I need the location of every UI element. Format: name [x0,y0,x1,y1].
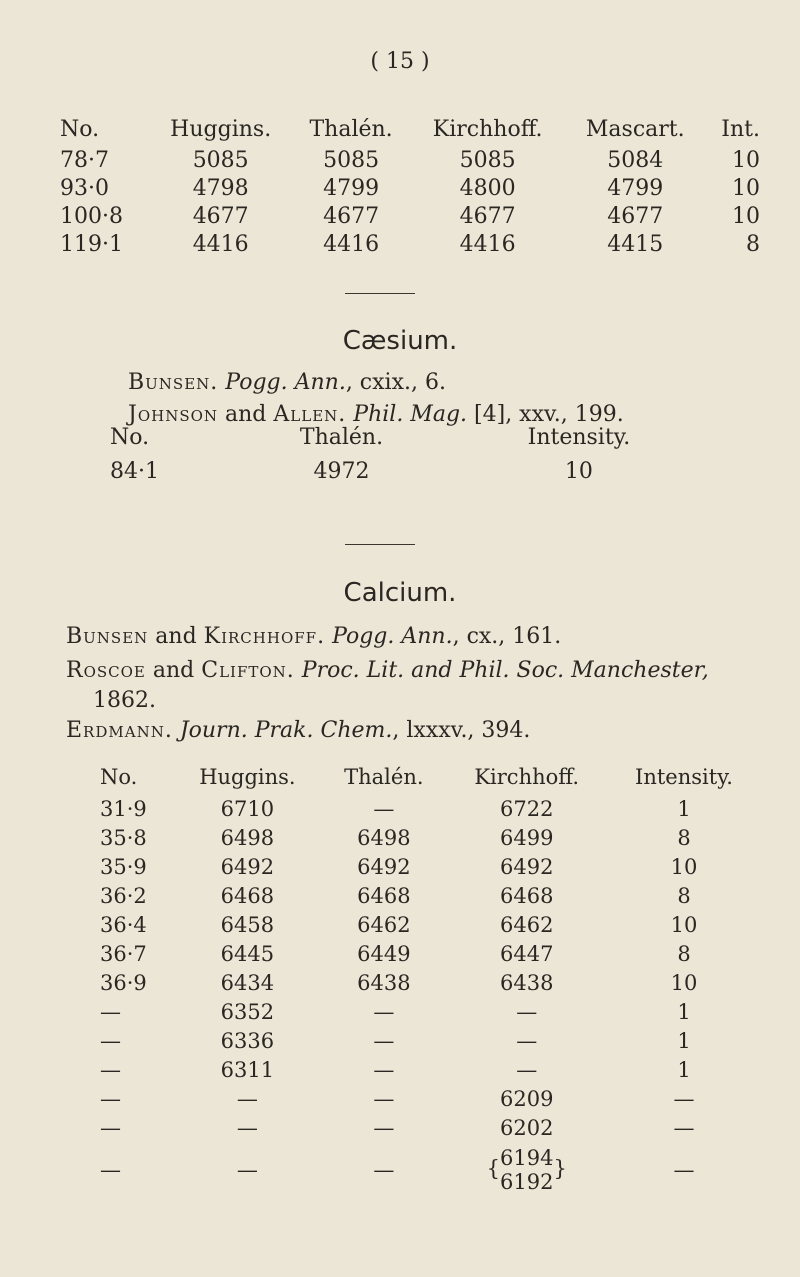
table-header-row [100,760,760,794]
ref-author: Roscoe [66,658,146,683]
table-cell: — [236,1158,258,1182]
table-row [100,881,760,910]
col-header: Thalén. [309,116,393,142]
table-cell: 6434 [220,970,275,995]
table-cell: 6462 [500,912,554,937]
table-row [60,230,760,258]
table-cell: 4799 [323,175,380,201]
table-cell: 5084 [607,147,664,173]
table-row [60,174,760,202]
table-cell: 1 [677,1028,691,1053]
table-cell: 4798 [192,175,249,201]
table-cell: 10 [670,970,698,995]
table-cell: — [100,1086,121,1111]
table-cell: — [100,1057,121,1082]
reference-line [66,658,709,683]
ref-source: Proc. Lit. and Phil. Soc. Manchester, [301,658,709,683]
table-cell: 36·9 [100,970,147,995]
table-cell: — [373,1115,395,1140]
col-header: Mascart. [585,116,685,142]
table-cell: 6498 [220,825,275,850]
table-cell: 6722 [500,796,554,821]
table-cell: — [373,796,395,821]
table-cell: — [373,1158,395,1182]
left-brace-icon: { [486,1156,500,1181]
table-row [60,146,760,174]
table-cell: 4416 [323,231,380,257]
bracket-value: 6194 [500,1146,554,1170]
table-caesium [110,420,710,488]
table-cell: 6352 [220,999,275,1024]
table-cell: 1 [677,999,691,1024]
table-cell: 4415 [607,231,664,257]
table-cell: — [516,999,538,1024]
table-cell: 5085 [192,147,249,173]
table-cell: — [673,1086,695,1111]
table-cell: 6445 [220,941,275,966]
bracket-value: 6192 [500,1170,554,1194]
table-cell: 6336 [220,1028,275,1053]
col-header: No. [110,424,150,450]
col-header: Intensity. [635,765,733,789]
page-number: ( 15 ) [370,49,430,74]
table-row [100,997,760,1026]
ref-detail: , cxix., 6. [345,370,446,395]
col-header: Intensity. [527,424,631,450]
reference-line [128,370,446,395]
ref-source: Phil. Mag. [353,402,468,427]
table-cell: 100·8 [60,203,123,229]
ref-conjunction: and [218,402,274,427]
table-cell: 6492 [500,854,554,879]
ref-author: Allen. [273,402,347,427]
table-cell: 4800 [459,175,516,201]
table-cell: 1 [677,796,691,821]
table-cell: 4677 [323,203,380,229]
table-row [100,1084,760,1113]
table-cell: 35·8 [100,825,147,850]
table-cell: 4677 [607,203,664,229]
table-cell: 6498 [357,825,411,850]
table-cell: 6462 [357,912,411,937]
table-cell: 6311 [220,1057,275,1082]
table-cell: 78·7 [60,147,109,173]
table-row [100,939,760,968]
table-cell: 8 [677,941,691,966]
table-cell: 4416 [459,231,516,257]
table-cell: 10 [670,912,698,937]
table-row [100,852,760,881]
col-header: Thalén. [344,765,424,789]
reference-line-continued: 1862. [93,688,156,713]
section-divider [345,293,415,294]
col-header: Huggins. [199,765,296,789]
table-calcium [100,760,760,1198]
table-cell: — [373,1028,395,1053]
col-header: Int. [721,116,760,142]
table-cell: 36·2 [100,883,147,908]
table-cell: 36·4 [100,912,147,937]
col-header: No. [100,765,138,789]
table-row [100,1142,760,1198]
table-cell: 4416 [192,231,249,257]
table-cell: — [516,1057,538,1082]
ref-detail: [4], xxv., 199. [467,402,624,427]
table-cell: — [516,1028,538,1053]
ref-source: Pogg. Ann. [332,624,453,649]
table-cell: 6468 [357,883,411,908]
table-cell: — [236,1086,258,1111]
table-cell: 4972 [313,458,370,484]
table-cell: 10 [732,147,760,173]
table-cell: 6468 [500,883,554,908]
ref-conjunction: and [145,658,202,683]
table-cell: — [100,999,121,1024]
table-cell: — [100,1028,121,1053]
section-title-calcium: Calcium. [343,578,457,608]
table-cell: 5085 [459,147,516,173]
table-cell: 6438 [357,970,411,995]
table-cell: 4799 [607,175,664,201]
table-cell: — [100,1115,121,1140]
table-cell: 1 [677,1057,691,1082]
ref-detail: , lxxxv., 394. [392,718,531,743]
table-top [60,112,760,258]
col-header: Thalén. [299,424,384,450]
col-header: Kirchhoff. [432,116,543,142]
section-title-caesium: Cæsium. [342,326,458,356]
table-row [100,823,760,852]
table-cell: — [373,999,395,1024]
table-cell: 6492 [220,854,275,879]
table-cell: 6447 [500,941,554,966]
table-row [100,968,760,997]
section-divider [345,544,415,545]
reference-line [66,624,561,649]
ref-source: Pogg. Ann. [225,370,346,395]
table-row [100,1055,760,1084]
table-cell: 119·1 [60,231,123,257]
table-row [100,794,760,823]
table-cell: 6499 [500,825,554,850]
table-cell: 5085 [323,147,380,173]
table-cell: 35·9 [100,854,147,879]
table-cell: 6468 [220,883,275,908]
table-cell: 84·1 [110,458,159,484]
table-cell: 10 [564,458,593,484]
table-cell: 36·7 [100,941,147,966]
table-row [100,910,760,939]
table-row [110,454,710,488]
ref-author: Bunsen [66,624,149,649]
table-cell: 6492 [357,854,411,879]
table-cell: 10 [670,854,698,879]
table-cell: 8 [677,883,691,908]
table-cell: 6458 [220,912,275,937]
table-cell: 4677 [192,203,249,229]
ref-conjunction: and [148,624,204,649]
table-cell: 31·9 [100,796,147,821]
table-cell: 6209 [500,1086,554,1111]
ref-author: Erdmann. [66,718,173,743]
table-cell: — [673,1158,695,1182]
table-row [100,1113,760,1142]
col-header: Huggins. [170,116,272,142]
right-brace-icon: } [553,1156,567,1181]
table-cell: — [100,1158,121,1182]
table-cell: — [236,1115,258,1140]
table-cell: 10 [732,175,760,201]
table-cell: 10 [732,203,760,229]
table-cell: — [373,1086,395,1111]
ref-author: Johnson [128,402,219,427]
table-cell: 6202 [500,1115,554,1140]
ref-author: Kirchhoff. [203,624,326,649]
ref-detail: , cx., 161. [452,624,562,649]
ref-source: Journ. Prak. Chem. [179,718,393,743]
table-cell: 93·0 [60,175,109,201]
ref-author: Clifton. [201,658,295,683]
table-row [60,202,760,230]
reference-line [66,718,530,743]
table-cell: 4677 [459,203,516,229]
table-row [100,1026,760,1055]
table-header-row [110,420,710,454]
col-header: Kirchhoff. [474,765,580,789]
table-cell: 6438 [500,970,554,995]
table-cell: 8 [746,231,760,257]
table-cell: — [673,1115,695,1140]
table-cell: 6710 [220,796,275,821]
bracket-group [487,1146,567,1194]
table-cell: — [373,1057,395,1082]
table-cell-bracketed [445,1142,608,1198]
table-cell: 6449 [357,941,411,966]
col-header: No. [60,116,100,142]
ref-author: Bunsen. [128,370,219,395]
table-cell: 8 [677,825,691,850]
table-header-row [60,112,760,146]
